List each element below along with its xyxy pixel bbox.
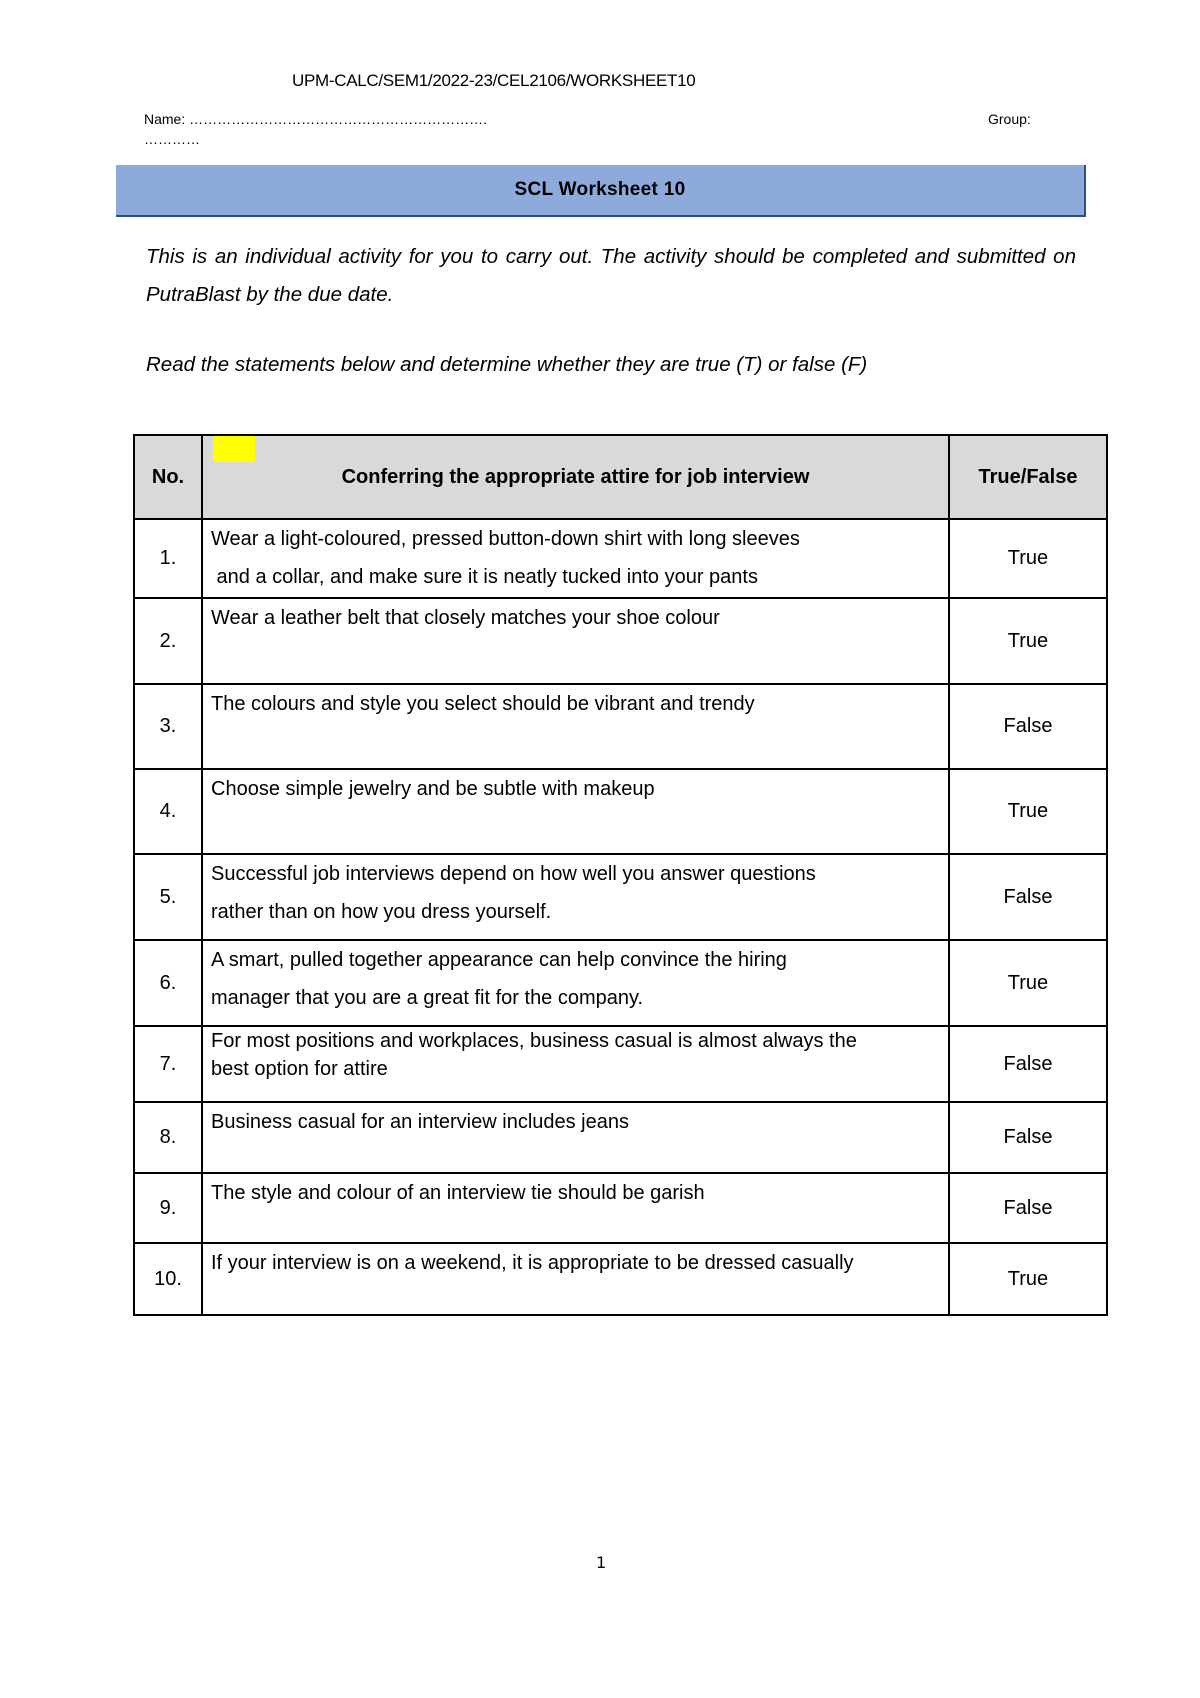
group-field-label: Group: <box>988 111 1031 127</box>
table-row <box>134 940 1107 1026</box>
statement-line: The style and colour of an interview tie should be garish <box>211 1182 705 1204</box>
row-statement <box>202 1102 949 1173</box>
row-answer: False <box>949 1102 1107 1173</box>
row-number: 9. <box>134 1173 202 1243</box>
row-statement <box>202 598 949 684</box>
yellow-highlight-mark <box>213 436 255 462</box>
row-statement <box>202 519 949 598</box>
row-answer: False <box>949 854 1107 940</box>
document-code: UPM-CALC/SEM1/2022-23/CEL2106/WORKSHEET10 <box>292 71 696 90</box>
table-row <box>134 1173 1107 1243</box>
row-answer: False <box>949 684 1107 769</box>
row-statement <box>202 940 949 1026</box>
row-number: 4. <box>134 769 202 854</box>
row-answer: True <box>949 940 1107 1026</box>
true-false-table <box>133 434 1108 1316</box>
statement-line: rather than on how you dress yourself. <box>211 901 552 923</box>
table-row <box>134 684 1107 769</box>
row-statement <box>202 769 949 854</box>
row-answer: True <box>949 519 1107 598</box>
header-statement-label: Conferring the appropriate attire for job interview <box>341 465 810 488</box>
statement-line: For most positions and workplaces, business casual is almost always the <box>211 1030 857 1052</box>
instruction-text: Read the statements below and determine whether they are true (T) or false (F) <box>146 353 868 376</box>
statement-line: The colours and style you select should be vibrant and trendy <box>211 693 755 715</box>
row-number: 10. <box>134 1243 202 1315</box>
row-number: 1. <box>134 519 202 598</box>
row-number: 5. <box>134 854 202 940</box>
row-answer: True <box>949 769 1107 854</box>
header-answer: True/False <box>949 435 1107 519</box>
row-statement <box>202 1173 949 1243</box>
table-row <box>134 519 1107 598</box>
header-no: No. <box>134 435 202 519</box>
statement-line: and a collar, and make sure it is neatly tucked into your pants <box>211 566 758 588</box>
statement-line: manager that you are a great fit for the company. <box>211 987 644 1009</box>
table-row <box>134 854 1107 940</box>
statement-line: best option for attire <box>211 1058 388 1080</box>
row-number: 6. <box>134 940 202 1026</box>
statement-line: Business casual for an interview includes jeans <box>211 1111 629 1133</box>
row-statement <box>202 1026 949 1102</box>
row-answer: False <box>949 1173 1107 1243</box>
table-header-row <box>134 435 1107 519</box>
table-row <box>134 1026 1107 1102</box>
statement-line: A smart, pulled together appearance can help convince the hiring <box>211 949 787 971</box>
intro-paragraph: This is an individual activity for you to carry out. The activity should be completed and submitted on PutraBlast by the due date. <box>146 245 1076 306</box>
table-row <box>134 598 1107 684</box>
header-statement <box>202 435 949 519</box>
table-row <box>134 1243 1107 1315</box>
group-field-dots: ………… <box>144 131 200 147</box>
statement-line: If your interview is on a weekend, it is appropriate to be dressed casually <box>211 1252 854 1274</box>
row-answer: True <box>949 1243 1107 1315</box>
table-row <box>134 1102 1107 1173</box>
row-number: 3. <box>134 684 202 769</box>
row-statement <box>202 684 949 769</box>
page-number: 1 <box>596 1553 607 1572</box>
table-row <box>134 769 1107 854</box>
worksheet-title: SCL Worksheet 10 <box>514 179 686 200</box>
name-field-label: Name: ………………………………………………………. <box>144 111 488 127</box>
row-number: 8. <box>134 1102 202 1173</box>
statement-line: Wear a leather belt that closely matches your shoe colour <box>211 607 720 629</box>
row-answer: False <box>949 1026 1107 1102</box>
row-statement <box>202 1243 949 1315</box>
worksheet-title-banner <box>116 165 1086 217</box>
row-answer: True <box>949 598 1107 684</box>
row-number: 7. <box>134 1026 202 1102</box>
row-statement <box>202 854 949 940</box>
statement-line: Successful job interviews depend on how well you answer questions <box>211 863 816 885</box>
statement-line: Wear a light-coloured, pressed button-down shirt with long sleeves <box>211 528 800 550</box>
statement-line: Choose simple jewelry and be subtle with makeup <box>211 778 655 800</box>
row-number: 2. <box>134 598 202 684</box>
